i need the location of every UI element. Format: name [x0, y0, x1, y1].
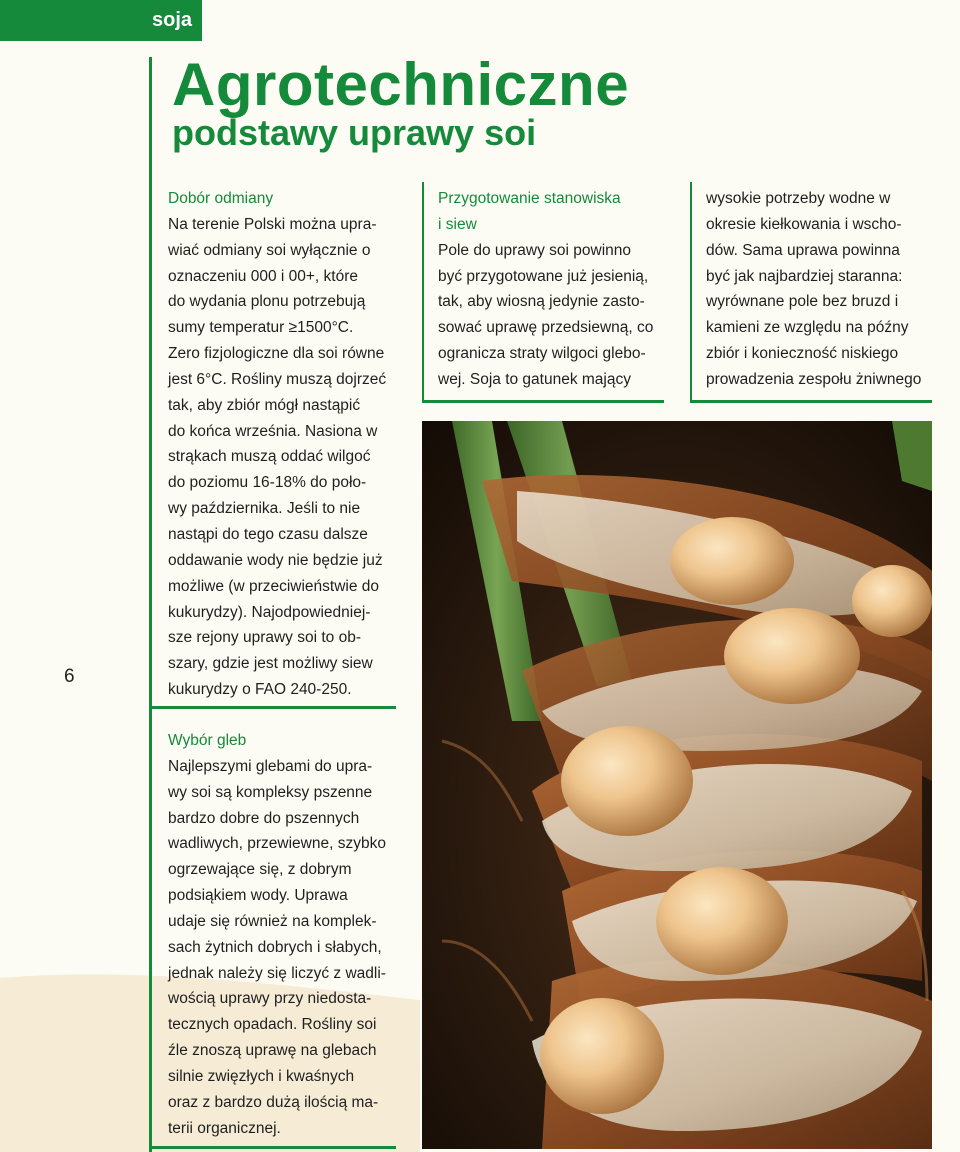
gleby-line: podsiąkiem wody. Uprawa: [168, 887, 348, 905]
gleby-line: źle znoszą uprawę na glebach: [168, 1042, 377, 1060]
gleby-line: wy soi są kompleksy pszenne: [168, 783, 373, 801]
divider-stanowisko: [422, 400, 664, 403]
heading-gleby: Wybór gleb: [168, 732, 247, 749]
odmiana-line: Na terenie Polski można upra-: [168, 215, 377, 233]
wilgoc-line: wysokie potrzeby wodne w: [706, 190, 891, 207]
odmiana-line: kukurydzy o FAO 240-250.: [168, 681, 352, 699]
odmiana-line: tak, aby zbiór mógł nastąpić: [168, 396, 361, 414]
gleby-line: oraz z bardzo dużą ilością ma-: [168, 1093, 379, 1111]
odmiana-line: oznaczeniu 000 i 00+, które: [168, 267, 359, 285]
wilgoc-line: prowadzenia zespołu żniwnego: [706, 370, 922, 388]
gleby-line: tecznych opadach. Rośliny soi: [168, 1016, 377, 1034]
stanowisko-line: ogranicza straty wilgoci glebo-: [438, 345, 646, 363]
stanowisko-line: tak, aby wiosną jedynie zasto-: [438, 293, 645, 311]
section-stanowisko: [438, 186, 653, 393]
odmiana-line: do poziomu 16-18% do poło-: [168, 474, 367, 492]
heading-odmiana: Dobór odmiany: [168, 190, 274, 207]
section-wilgoc: [706, 186, 921, 393]
gleby-line: wadliwych, przewiewne, szybko: [168, 835, 386, 853]
page-title: Agrotechniczne: [172, 51, 630, 118]
wilgoc-line: kamieni ze względu na późny: [706, 319, 909, 337]
section-gleby: [168, 728, 386, 1142]
odmiana-line: oddawanie wody nie będzie już: [168, 551, 383, 569]
section-odmiana: [168, 186, 386, 703]
page-subtitle: podstawy uprawy soi: [172, 112, 537, 153]
odmiana-line: do wydania plonu potrzebują: [168, 293, 366, 311]
odmiana-line: szary, gdzie jest możliwy siew: [168, 655, 373, 673]
odmiana-line: sze rejony uprawy soi to ob-: [168, 629, 361, 647]
divider-gleby: [150, 1146, 396, 1149]
page-number: 6: [64, 666, 75, 687]
gleby-line: sach żytnich dobrych i słabych,: [168, 938, 382, 956]
odmiana-line: do końca września. Nasiona w: [168, 422, 378, 440]
stanowisko-line: Pole do uprawy soi powinno: [438, 241, 632, 259]
gleby-line: silnie zwięzłych i kwaśnych: [168, 1067, 355, 1085]
odmiana-line: nastąpi do tego czasu dalsze: [168, 525, 368, 543]
odmiana-line: strąkach muszą oddać wilgoć: [168, 448, 371, 466]
gleby-line: bardzo dobre do pszennych: [168, 809, 360, 827]
left-rule: [149, 57, 152, 1152]
divider-odmiana: [150, 706, 396, 709]
gleby-line: udaje się również na komplek-: [168, 912, 377, 930]
wilgoc-line: dów. Sama uprawa powinna: [706, 241, 900, 259]
soybean-pods-photo: [422, 421, 932, 1149]
odmiana-line: jest 6°C. Rośliny muszą dojrzeć: [168, 370, 387, 388]
odmiana-line: kukurydzy). Najodpowiedniej-: [168, 603, 371, 621]
heading-stanowisko-cont: i siew: [438, 215, 477, 233]
column-rule-wilgoc: [690, 182, 692, 403]
divider-wilgoc: [690, 400, 932, 403]
heading-stanowisko: Przygotowanie stanowiska: [438, 190, 621, 207]
odmiana-line: Zero fizjologiczne dla soi równe: [168, 345, 385, 363]
gleby-line: ogrzewające się, z dobrym: [168, 861, 352, 879]
odmiana-line: możliwe (w przeciwieństwie do: [168, 577, 380, 595]
stanowisko-line: być przygotowane już jesienią,: [438, 267, 649, 285]
gleby-line: terii organicznej.: [168, 1119, 281, 1137]
odmiana-line: sumy temperatur ≥1500°C.: [168, 319, 354, 337]
stanowisko-line: sować uprawę przedsiewną, co: [438, 319, 654, 337]
wilgoc-line: być jak najbardziej staranna:: [706, 267, 903, 285]
wilgoc-line: okresie kiełkowania i wscho-: [706, 215, 902, 233]
odmiana-line: wy października. Jeśli to nie: [168, 500, 361, 518]
gleby-line: jednak należy się liczyć z wadli-: [168, 964, 386, 982]
column-rule-stanowisko: [422, 182, 424, 403]
wilgoc-line: zbiór i konieczność niskiego: [706, 345, 899, 363]
stanowisko-line: wej. Soja to gatunek mający: [438, 370, 631, 388]
odmiana-line: wiać odmiany soi wyłącznie o: [168, 241, 371, 259]
section-tab: soja: [0, 0, 202, 41]
gleby-line: Najlepszymi glebami do upra-: [168, 757, 373, 775]
wilgoc-line: wyrównane pole bez bruzd i: [706, 293, 899, 311]
gleby-line: wością uprawy przy niedosta-: [168, 990, 372, 1008]
